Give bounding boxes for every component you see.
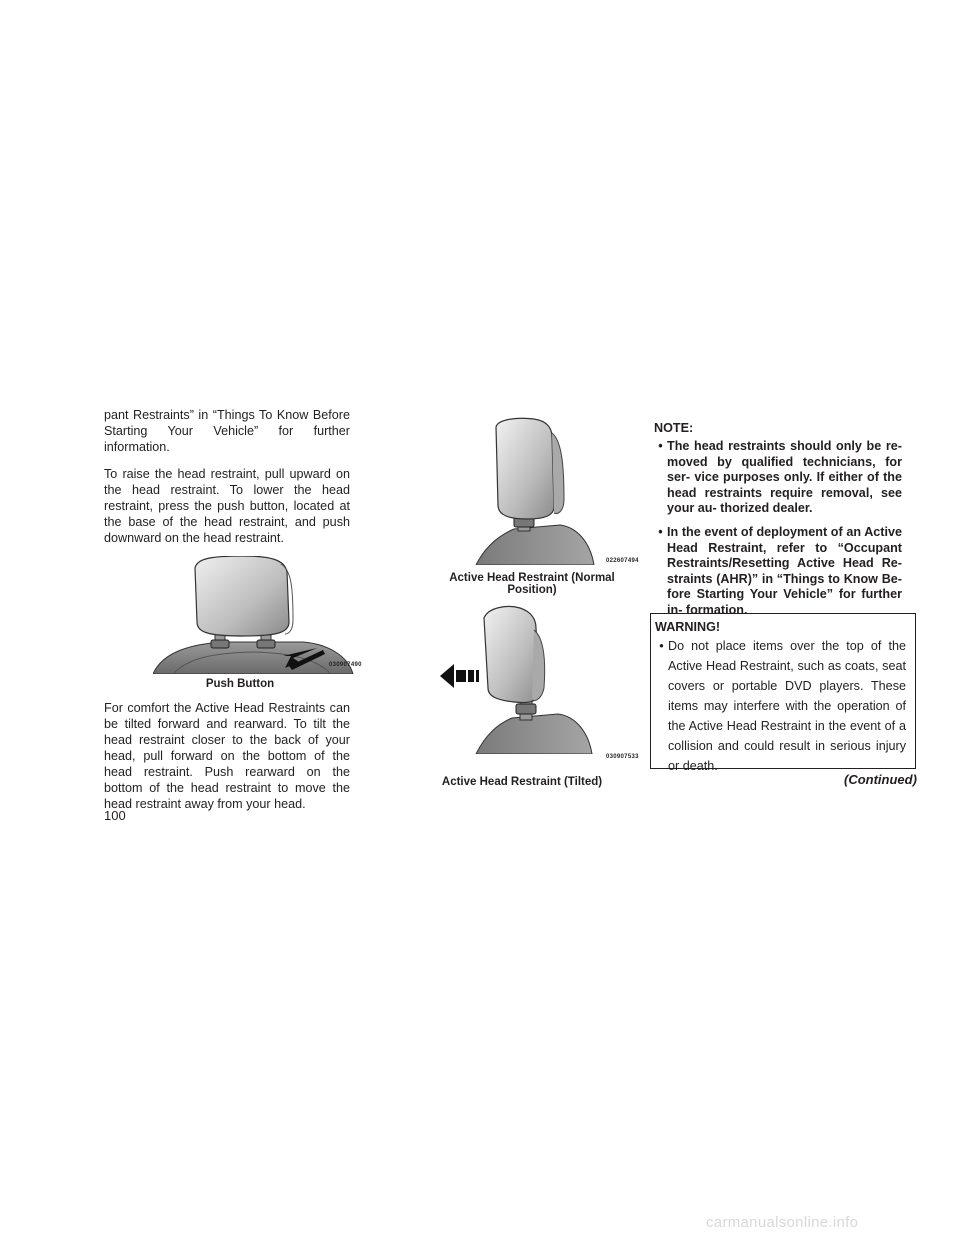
note-bullet (654, 439, 902, 517)
body-paragraph: For comfort the Active Head Restraints can be tilted forward and rearward. To tilt the head restraint closer to the back of your head, pull forward on the bottom of the head restraint. Push rearward on the bottom of the head restraint to move the head restraint away from your head. (104, 701, 350, 811)
push-button-figure (153, 556, 363, 674)
left-column-lower (104, 700, 350, 823)
active-head-restraint-tilted-figure (440, 604, 640, 760)
warning-bullet (655, 636, 906, 776)
image-code: 030907490 (329, 662, 362, 668)
warning-bullet-text: Do not place items over the top of the Active Head Restraint, such as coats, seat covers or portable DVD players. These items may interfere with the operation of the Active Head Restraint in the event of a collision and could result in serious injury or death. (668, 639, 906, 773)
warning-title: WARNING! (655, 620, 721, 634)
figure-caption: Push Button (205, 678, 275, 690)
body-paragraph: pant Restraints” in “Things To Know Before Starting Your Vehicle” for further information. (104, 408, 350, 454)
warning-box (650, 613, 916, 773)
bullet-dot-icon: • (658, 439, 663, 453)
head-restraint-normal-illustration (468, 417, 616, 565)
active-head-restraint-normal-figure (468, 417, 639, 565)
left-column (104, 407, 350, 557)
figure-caption: Active Head Restraint (Tilted) (441, 776, 603, 788)
head-restraint-tilted-illustration (440, 604, 640, 754)
note-bullet-text: The head restraints should only be re- moved by qualified technicians, for ser- vice purposes only. If either of the head restraints require removal, see your au- thorized dealer. (667, 439, 902, 516)
image-code: 022607494 (606, 558, 639, 564)
continued-label: (Continued) (844, 772, 917, 787)
bullet-dot-icon: • (659, 639, 664, 653)
note-title: NOTE: (654, 421, 694, 435)
head-restraint-illustration (153, 556, 363, 674)
page-number: 100 (104, 808, 126, 823)
note-bullet-text: In the event of deployment of an Active Head Restraint, refer to “Occupant Restraints/Resetting Active Head Re- straints (AHR)” in “Things to Know Be- fore Starting Your Vehicle” for further in- formation. (667, 524, 902, 617)
bullet-dot-icon: • (658, 524, 663, 539)
image-code: 030907533 (606, 754, 639, 760)
note-bullet (654, 525, 902, 619)
body-paragraph: To raise the head restraint, pull upward on the head restraint. To lower the head restraint, press the push button, located at the base of the head restraint, and push downward on the head restraint. (104, 467, 350, 545)
figure-caption: Active Head Restraint (Normal Position) (449, 572, 615, 596)
note-section (654, 421, 902, 627)
watermark: carmanualsonline.info (706, 1214, 859, 1231)
